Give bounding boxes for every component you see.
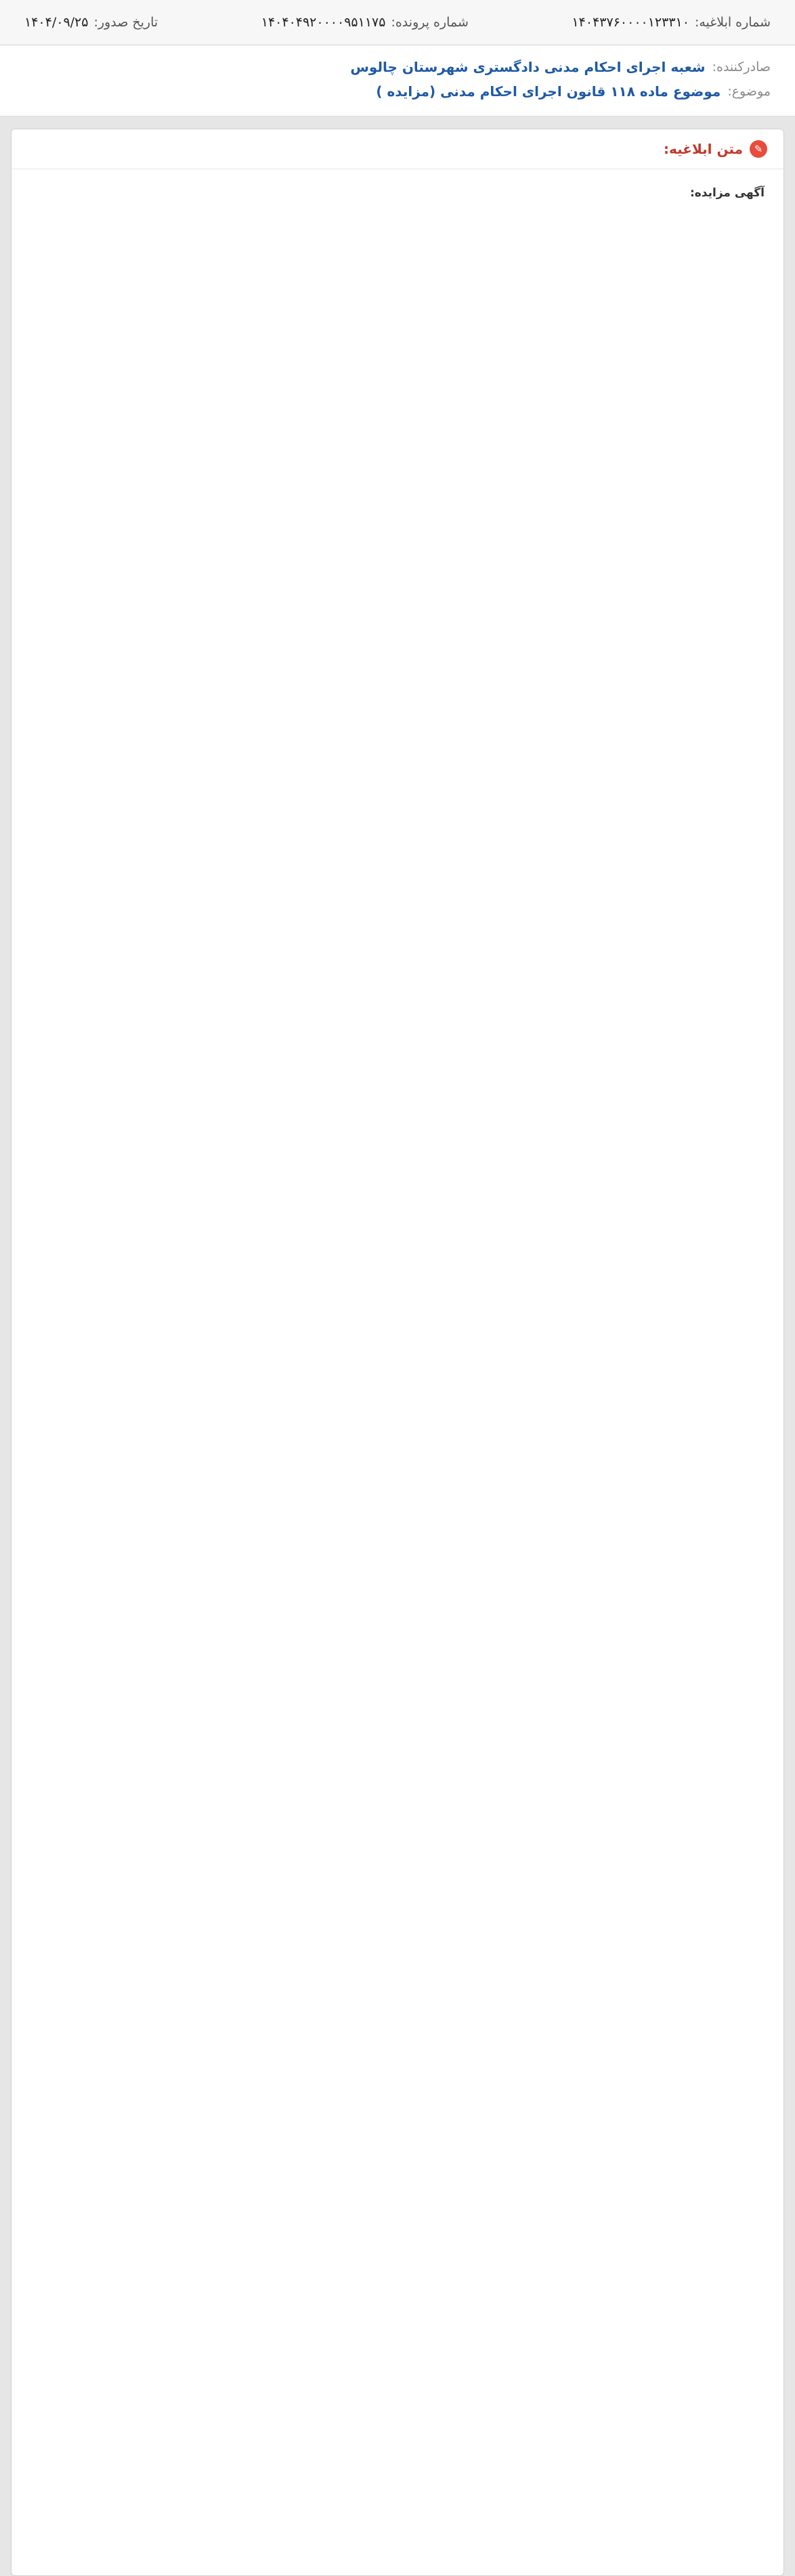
- subject-label: موضوع:: [727, 84, 771, 99]
- issuer-row: [24, 55, 771, 79]
- issue-date: [24, 15, 158, 30]
- notice-panel-header: [12, 129, 783, 169]
- subject-row: [24, 79, 771, 104]
- notice-body: [12, 169, 783, 221]
- issuer-label: صادرکننده:: [712, 60, 771, 74]
- notice-number-label: شماره ابلاغیه:: [694, 15, 771, 30]
- notice-header: [0, 0, 795, 45]
- notice-number: [572, 15, 771, 30]
- issuer-name: شعبه اجرای احکام مدنی دادگستری شهرستان چالوس: [350, 59, 706, 75]
- issue-date-label: تاریخ صدور:: [93, 15, 158, 30]
- notice-meta: [0, 45, 795, 116]
- case-number: [261, 15, 469, 30]
- notice-number-value: ۱۴۰۴۳۷۶۰۰۰۰۱۲۳۳۱۰: [572, 15, 689, 30]
- notice-panel-title: متن ابلاغیه:: [663, 141, 743, 157]
- notice-heading: آگهی مزایده:: [689, 186, 765, 200]
- issue-date-value: ۱۴۰۴/۰۹/۲۵: [24, 15, 89, 30]
- note-icon: ✎: [750, 140, 767, 158]
- subject-text: موضوع ماده ۱۱۸ قانون اجرای احکام مدنی (مزایده ): [376, 83, 721, 100]
- case-number-value: ۱۴۰۴۰۴۹۲۰۰۰۰۹۵۱۱۷۵: [261, 15, 386, 30]
- case-number-label: شماره پرونده:: [391, 15, 469, 30]
- notice-panel: [11, 129, 784, 2576]
